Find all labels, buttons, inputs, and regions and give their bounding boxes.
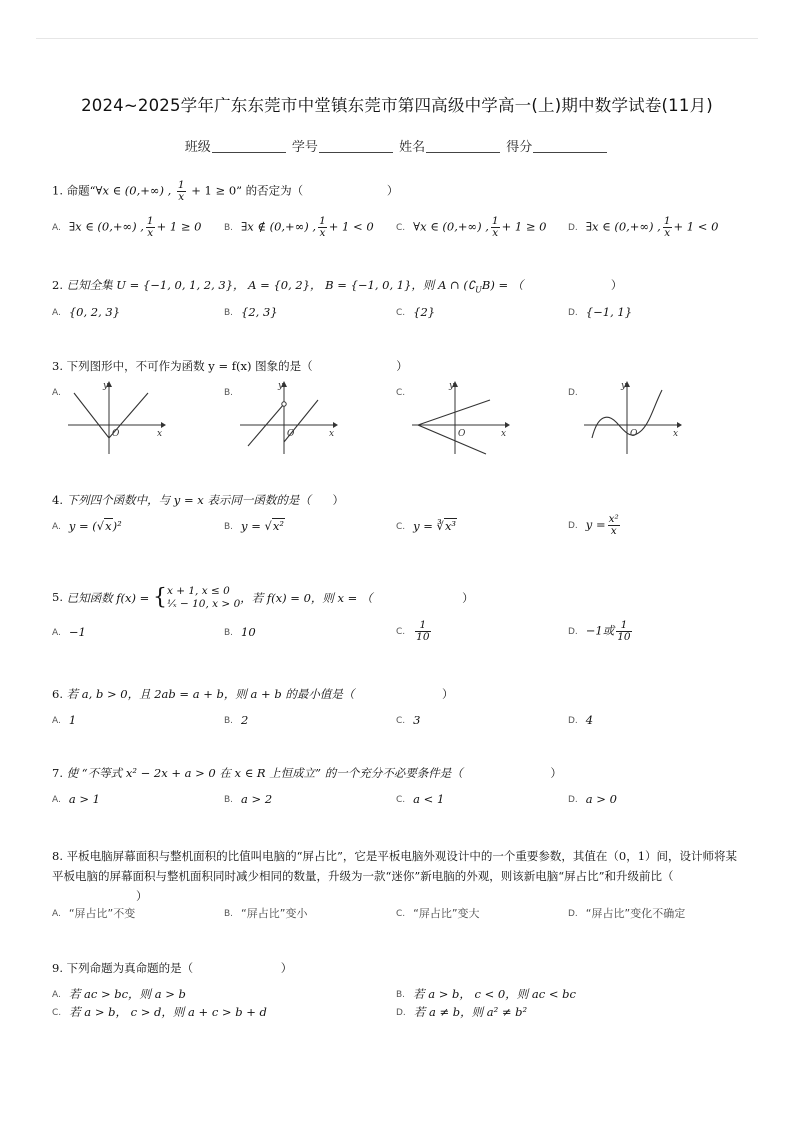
q6-option-d[interactable]: D. 4 <box>568 713 594 727</box>
q8-option-c[interactable]: C. “屏占比”变大 <box>396 907 480 920</box>
q5-option-a[interactable]: A. −1 <box>52 625 86 639</box>
svg-text:y: y <box>103 381 109 391</box>
svg-text:x: x <box>329 429 335 439</box>
graph-c <box>410 378 510 456</box>
svg-text:y: y <box>449 381 455 391</box>
graph-a <box>66 378 166 456</box>
q4-option-a[interactable]: A. y = (√x)² <box>52 519 122 533</box>
question-7: 7. 使 “不等式 x² − 2x + a > 0 在 x ∈ R 上恒成立” 的一个充分不必要条件是（ ） <box>52 766 562 780</box>
q5-option-d[interactable]: D. −1或 $\frac{1}{10}$ <box>568 619 631 643</box>
q9-option-a[interactable]: A. 若 ac > bc，则 a > b <box>52 987 186 1001</box>
q1-option-d[interactable]: D. ∃x ∈ (0,+∞) , $\frac{1}{x}$ + 1 < 0 <box>568 215 719 239</box>
class-label: 班级 <box>184 140 211 155</box>
q8-option-b[interactable]: B. “屏占比”变小 <box>224 907 308 920</box>
question-5: 5. 已知函数 f(x) = { x + 1, x ≤ 0 ¹⁄ₓ − 10, x > 0 ，若 f(x) = 0，则 x = （ ） <box>52 585 474 610</box>
question-4: 4. 下列四个函数中，与 y = x 表示同一函数的是（ ） <box>52 493 345 507</box>
student-id-label: 学号 <box>291 140 318 155</box>
q4-option-c[interactable]: C. y = ∛x³ <box>396 519 457 533</box>
q6-option-b[interactable]: B. 2 <box>224 713 249 727</box>
q2-option-d[interactable]: D. {−1, 1} <box>568 305 633 319</box>
q8-option-d[interactable]: D. “屏占比”变化不确定 <box>568 907 686 920</box>
q7-option-b[interactable]: B. a > 2 <box>224 792 273 806</box>
student-info-row <box>0 136 794 155</box>
svg-text:O: O <box>287 429 295 439</box>
q2-option-a[interactable]: A. {0, 2, 3} <box>52 305 121 319</box>
q2-option-b[interactable]: B. {2, 3} <box>224 305 278 319</box>
q7-option-c[interactable]: C. a < 1 <box>396 792 445 806</box>
svg-text:x: x <box>501 429 507 439</box>
q6-option-a[interactable]: A. 1 <box>52 713 77 727</box>
question-1: 1. 命题“∀x ∈ (0,+∞) , $\frac{1}{x}$ + 1 ≥ 0” 的否定为（ ） <box>52 179 399 203</box>
svg-text:O: O <box>112 429 120 439</box>
svg-text:y: y <box>621 381 627 391</box>
q5-option-c[interactable]: C. $\frac{1}{10}$ <box>396 619 430 643</box>
q6-option-c[interactable]: C. 3 <box>396 713 421 727</box>
class-blank[interactable] <box>212 139 286 153</box>
q9-option-c[interactable]: C. 若 a > b， c > d，则 a + c > b + d <box>52 1005 267 1019</box>
svg-text:x: x <box>157 429 163 439</box>
name-label: 姓名 <box>399 140 426 155</box>
score-blank[interactable] <box>533 139 607 153</box>
score-label: 得分 <box>506 140 533 155</box>
question-8: 8. 平板电脑屏幕面积与整机面积的比值叫电脑的“屏占比”，它是平板电脑外观设计中的一个重要参数，其值在（0，1）间，设计师将某平板电脑的屏幕面积与整机面积同时减少相同的数量，升级为一款“迷你”新电脑的外观，则该新电脑“屏占比”和升级前比（） <box>52 849 738 903</box>
question-9: 9. 下列命题为真命题的是（ ） <box>52 961 293 975</box>
question-6: 6. 若 a, b > 0，且 2ab = a + b，则 a + b 的最小值是（ ） <box>52 687 454 701</box>
svg-text:O: O <box>458 429 466 439</box>
student-id-blank[interactable] <box>319 139 393 153</box>
svg-text:y: y <box>278 381 284 391</box>
q5-option-b[interactable]: B. 10 <box>224 625 256 639</box>
graph-b <box>238 378 338 456</box>
q3-option-c[interactable]: C. <box>396 388 406 398</box>
q7-option-d[interactable]: D. a > 0 <box>568 792 617 806</box>
q2-option-c[interactable]: C. {2} <box>396 305 436 319</box>
question-3: 3. 下列图形中，不可作为函数 y = f(x) 图象的是（ ） <box>52 359 408 373</box>
svg-text:O: O <box>630 429 638 439</box>
q7-option-a[interactable]: A. a > 1 <box>52 792 100 806</box>
top-divider <box>36 38 758 39</box>
q1-option-b[interactable]: B. ∃x ∉ (0,+∞) , $\frac{1}{x}$ + 1 < 0 <box>224 215 374 239</box>
q3-option-a[interactable]: A. <box>52 388 61 398</box>
fraction: $\frac{1}{x}$ <box>177 179 185 203</box>
q9-option-d[interactable]: D. 若 a ≠ b，则 a² ≠ b² <box>396 1005 528 1019</box>
exam-title: 2024~2025学年广东东莞市中堂镇东莞市第四高级中学高一(上)期中数学试卷(11月) <box>81 96 713 115</box>
q1-option-a[interactable]: A. ∃x ∈ (0,+∞) , $\frac{1}{x}$ + 1 ≥ 0 <box>52 215 202 239</box>
graph-d <box>582 378 682 456</box>
q9-option-b[interactable]: B. 若 a > b， c < 0，则 ac < bc <box>396 987 576 1001</box>
q8-option-a[interactable]: A. “屏占比”不变 <box>52 907 136 920</box>
question-2: 2. 已知全集 U = {−1, 0, 1, 2, 3}， A = {0, 2}， B = {−1, 0, 1}，则 A ∩ $(∁_UB)$ = （ ） <box>52 278 623 295</box>
name-blank[interactable] <box>426 139 500 153</box>
q3-option-b[interactable]: B. <box>224 388 234 398</box>
q3-option-d[interactable]: D. <box>568 388 578 398</box>
q4-option-b[interactable]: B. y = √x² <box>224 519 284 533</box>
q1-option-c[interactable]: C. ∀x ∈ (0,+∞) , $\frac{1}{x}$ + 1 ≥ 0 <box>396 215 547 239</box>
q4-option-d[interactable]: D. y = $\frac{\text{x²}}{x}$ <box>568 513 619 537</box>
svg-text:x: x <box>673 429 679 439</box>
